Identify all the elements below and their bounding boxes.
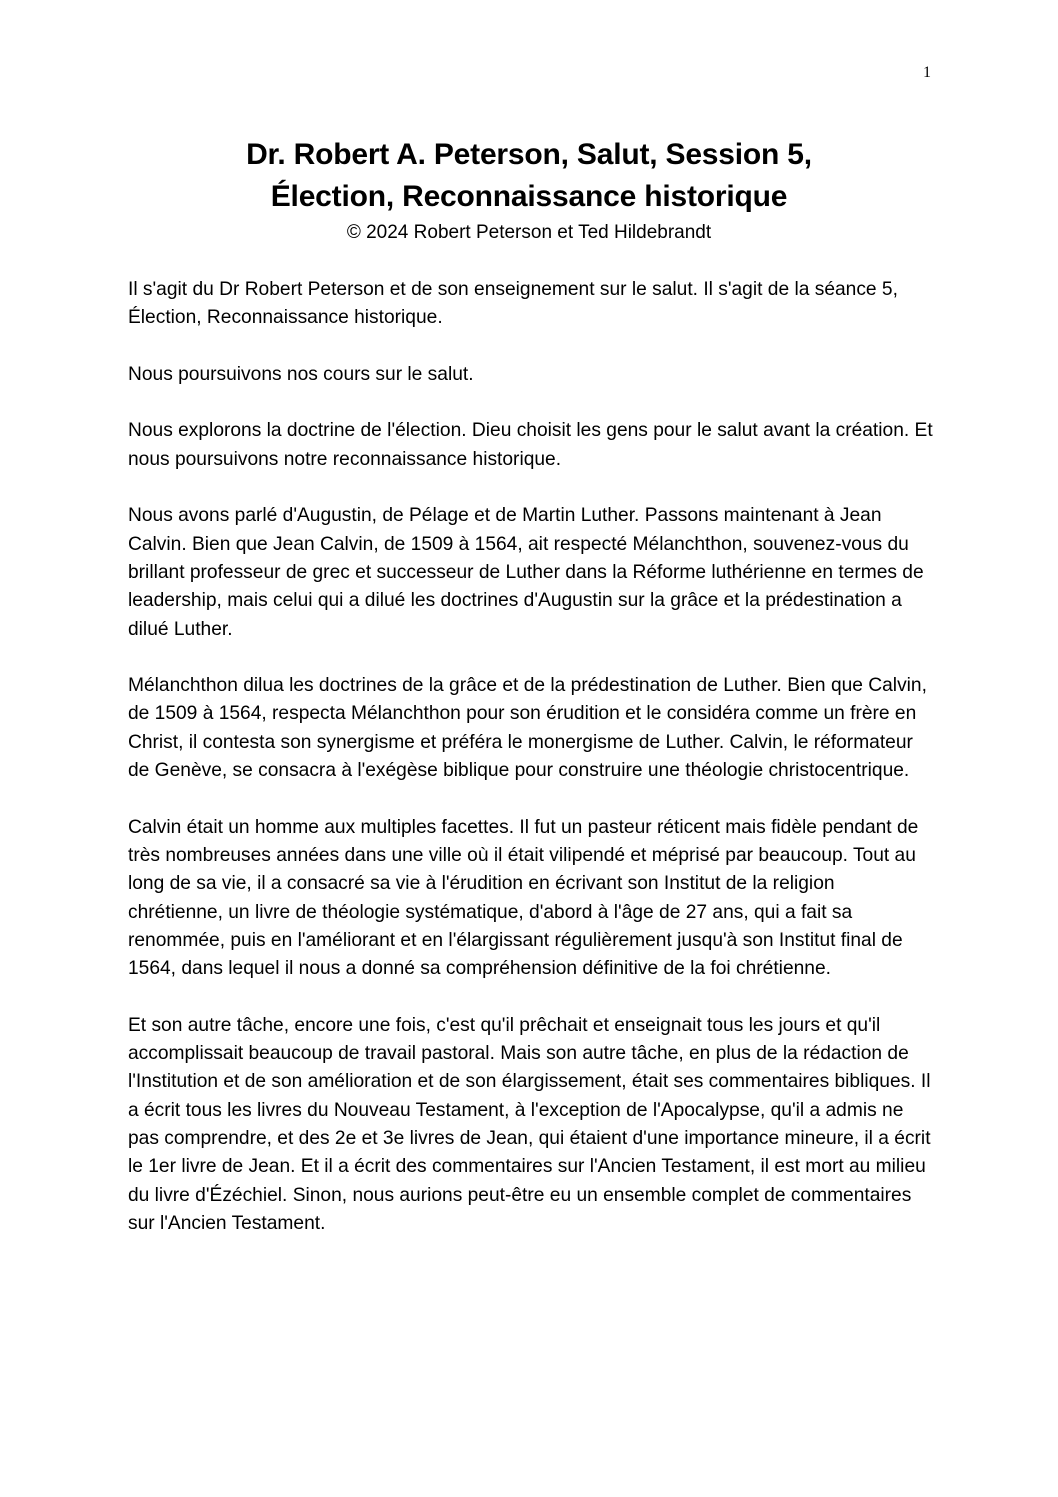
paragraph-intro: Il s'agit du Dr Robert Peterson et de son enseignement sur le salut. Il s'agit de la séance 5, Élection, Reconnaissance historique. [128,279,898,329]
paragraph-calvin-facets: Calvin était un homme aux multiples facettes. Il fut un pasteur réticent mais fidèle pendant de très nombreuses années dans une ville où il était vilipendé et méprisé par beaucoup. Tout au long de sa vie, il a consacré sa vie à l'érudition en écrivant son Institut de la religion chrétienne, un livre de théologie systématique, d'abord à l'âge de 27 ans, qui a fait sa renommée, puis en l'améliorant et en l'élargissant régulièrement jusqu'à son Institut final de 1564, dans lequel il nous a donné sa compréhension définitive de la foi chrétienne. [128,816,919,980]
document-header [0,134,1058,246]
document-body [128,276,933,1266]
title-line-1: Dr. Robert A. Peterson, Salut, Session 5, [246,138,812,171]
page-number: 1 [923,64,931,81]
paragraph-commentaries: Et son autre tâche, encore une fois, c'est qu'il prêchait et enseignait tous les jours et qu'il accomplissait beaucoup de travail pastoral. Mais son autre tâche, en plus de la rédaction de l'Institution et de son amélioration et de son élargissement, était ses commentaires bibliques. Il a écrit tous les livres du Nouveau Testament, à l'exception de l'Apocalypse, qu'il a admis ne pas comprendre, et des 2e et 3e livres de Jean, qui étaient d'une importance mineure, il a écrit le 1er livre de Jean. Et il a écrit des commentaires sur l'Ancien Testament, il est mort au milieu du livre d'Ézéchiel. Sinon, nous aurions peut-être eu un ensemble complet de commentaires sur l'Ancien Testament. [128,1014,931,1234]
document-title [0,134,1058,218]
paragraph-continue: Nous poursuivons nos cours sur le salut. [128,363,474,385]
paragraph-calvin-intro: Nous avons parlé d'Augustin, de Pélage et de Martin Luther. Passons maintenant à Jean Calvin. Bien que Jean Calvin, de 1509 à 1564, ait respecté Mélanchthon, souvenez-vous du brillant professeur de grec et successeur de Luther dans la Réforme luthérienne en termes de leadership, mais celui qui a dilué les doctrines d'Augustin sur la grâce et la prédestination a dilué Luther. [128,505,924,640]
paragraph-election: Nous explorons la doctrine de l'élection. Dieu choisit les gens pour le salut avant la création. Et nous poursuivons notre reconnaissance historique. [128,420,933,470]
copyright-notice: © 2024 Robert Peterson et Ted Hildebrandt [346,222,712,243]
title-line-2: Élection, Reconnaissance historique [270,180,788,213]
paragraph-melanchthon: Mélanchthon dilua les doctrines de la grâce et de la prédestination de Luther. Bien que Calvin, de 1509 à 1564, respecta Mélanchthon pour son érudition et le considéra comme un frère en Christ, il contesta son synergisme et préféra le monergisme de Luther. Calvin, le réformateur de Genève, se consacra à l'exégèse biblique pour construire une théologie christocentrique. [128,675,927,782]
